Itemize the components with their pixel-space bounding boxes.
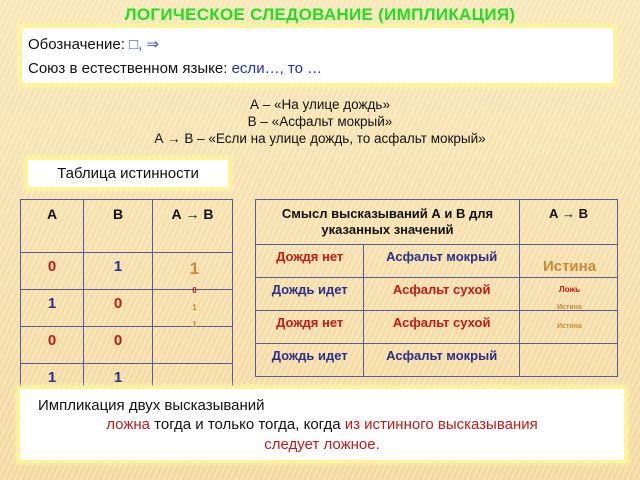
cell-b: Асфальт сухой [364,278,520,311]
truth-table-label-box [28,160,228,187]
symbol-separator: , [138,36,143,53]
truth-table-results [154,247,235,376]
conjunction-label: Союз в естественном языке: [28,60,228,77]
truth-table-header [21,200,233,253]
cell-b: Асфальт сухой [364,311,520,344]
implication-box-symbol: □ [129,36,139,53]
result-value: 0 [192,286,197,295]
statement-a: А – «На улице дождь» [250,97,390,112]
meaning-table-results [520,240,619,368]
page-title: ЛОГИЧЕСКОЕ СЛЕДОВАНИЕ (ИМПЛИКАЦИЯ) [124,5,516,24]
notation-label: Обозначение: [28,36,125,53]
cell-a: Дождя нет [256,311,364,344]
cell-a: 1 [21,364,84,401]
truth-table-label: Таблица истинности [57,165,199,182]
rule-line-2 [20,415,624,455]
rule-condition-text: из истинного высказывания [344,416,538,433]
rule-line-1: Импликация двух высказываний [38,397,265,414]
rule-end-text: следует ложное. [264,436,380,453]
result-value: 1 [189,259,200,278]
result-value: Ложь [559,285,580,294]
header-meaning: Смысл высказываний А и В для указанных значений [256,200,520,245]
cell-a: 1 [21,290,84,327]
cell-b: Асфальт мокрый [364,344,520,377]
rule-box [20,389,624,460]
statement-implication: А → В – «Если на улице дождь, то асфальт мокрый» [154,131,486,146]
conjunction-value: если…, то … [231,60,323,77]
header-b: В [84,200,153,253]
cell-b: 1 [84,253,153,290]
cell-a: Дождь идет [256,344,364,377]
statements-block [0,96,640,147]
cell-a: 0 [21,327,84,364]
cell-b: Асфальт мокрый [364,245,520,278]
result-value: Истина [557,323,582,330]
rule-false-word: ложна [106,416,150,433]
cell-b: 0 [84,290,153,327]
header-a: А [21,200,84,253]
cell-a: 0 [21,253,84,290]
result-value: Истина [542,258,597,275]
header-implication: А → В [520,200,618,245]
meaning-table-header [256,200,618,245]
cell-b: 1 [84,364,153,401]
definition-box [22,28,613,83]
notation-line [28,35,159,53]
header-implication: А → В [153,200,233,253]
conjunction-line [28,60,322,77]
cell-a: Дождь идет [256,278,364,311]
cell-a: Дождя нет [256,245,364,278]
result-value: 1 [192,303,197,312]
result-value: Истина [557,304,582,311]
statement-b: В – «Асфальт мокрый» [247,114,393,129]
cell-b: 0 [84,327,153,364]
rule-middle-text: тогда и только тогда, когда [150,416,345,433]
result-value: 1 [192,320,197,329]
implication-arrow-symbol: ⇒ [146,36,160,53]
